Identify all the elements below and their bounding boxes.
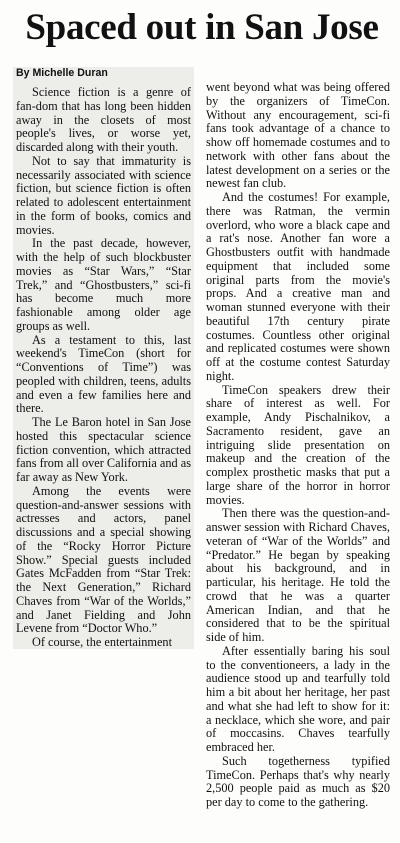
paragraph: Among the events were question-and-answer sessions with actresses and actors, panel discussions and a special showing of the “Rocky Horror Picture Show.” Special guests included Gates McFadden from “Star Trek: the Next Generation,” Richard Chaves from “War of the Worlds,” and Janet Fielding and John Levene from “Doctor Who.” [16,483,191,636]
byline: By Michelle Duran [16,67,108,79]
paragraph: In the past decade, however, with the help of such blockbuster movies as “Star Wars,” “Star Trek,” and “Ghostbusters,” sci-fi has become much more fashionable among older age groups as well. [16,236,191,333]
paragraph: Such togetherness typified TimeCon. Perhaps that's why nearly 2,500 people paid as much as $20 per day to come to the gathering. [206,753,390,809]
right-column [206,81,390,810]
paragraph: Science fiction is a genre of fan-dom that has long been hidden away in the closets of most people's lives, or worse yet, discarded along with their youth. [16,85,191,154]
left-column [13,67,194,649]
paragraph: TimeCon speakers drew their share of interest as well. For example, Andy Pischalnikov, a Sacramento resident, gave an intriguing slide presentation on makeup and the creation of the complex prosthetic masks that put a large share of the horror in horror movies. [206,382,390,507]
paragraph: Not to say that immaturity is necessarily associated with science fiction, but science fiction is often related to adolescent entertainment in the form of books, comics and movies. [16,153,191,237]
paragraph: The Le Baron hotel in San Jose hosted this spectacular science fiction convention, which attracted fans from all over California and as far away as New York. [16,415,191,484]
paragraph: And the costumes! For example, there was Ratman, the vermin overlord, who wore a black cape and a rat's nose. Another fan wore a Ghostbusters outfit with handmade equipment that included some original parts from the movie's props. And a creative man and woman stunned everyone with their beautiful 17th century pirate costumes. Countless other original and replicated costumes were shown off at the costume contest Saturday night. [206,190,390,383]
paragraph-continuation: went beyond what was being offered by the organizers of TimeCon. Without any encouragement, sci-fi fans took advantage of a chance to show off homemade costumes and to network with other fans about the latest development on a series or the newest fan club. [206,80,390,191]
paragraph: Of course, the entertainment [32,635,172,649]
paragraph: Then there was the question-and-answer session with Richard Chaves, veteran of “War of the Worlds” and “Predator.” He began by speaking about his background, and in particular, his heritage. He told the crowd that he was a quarter American Indian, and that he considered that to be the spiritual side of him. [206,506,390,644]
paragraph: As a testament to this, last weekend's TimeCon (short for “Conventions of Time”) was peopled with children, teens, adults and even a few families here and there. [16,332,191,416]
headline: Spaced out in San Jose [25,7,379,48]
paragraph: After essentially baring his soul to the conventioneers, a lady in the audience stood up and tearfully told him a bit about her heritage, her past and what she had left to show for it: a necklace, which she wore, and pair of moccasins. Chaves tearfully embraced her. [206,643,390,754]
